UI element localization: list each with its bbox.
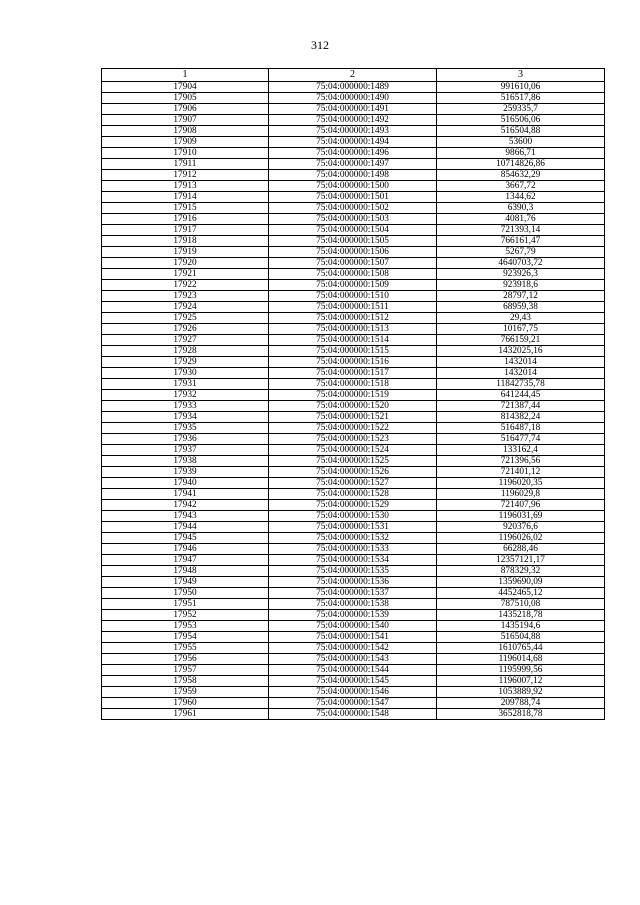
value-cell: 10714826,86 [437, 159, 605, 170]
table-row [102, 346, 605, 357]
table-row [102, 357, 605, 368]
row-number-cell: 17949 [102, 577, 269, 588]
row-number-cell: 17924 [102, 302, 269, 313]
row-number-cell: 17925 [102, 313, 269, 324]
value-cell: 516517,86 [437, 93, 605, 104]
table-row [102, 489, 605, 500]
row-number-cell: 17934 [102, 412, 269, 423]
value-cell: 1195999,56 [437, 665, 605, 676]
value-cell: 516506,06 [437, 115, 605, 126]
row-number-cell: 17950 [102, 588, 269, 599]
cadastral-number-cell: 75:04:000000:1511 [269, 302, 437, 313]
row-number-cell: 17906 [102, 104, 269, 115]
value-cell: 766159,21 [437, 335, 605, 346]
value-cell: 721393,14 [437, 225, 605, 236]
cadastral-number-cell: 75:04:000000:1545 [269, 676, 437, 687]
cadastral-number-cell: 75:04:000000:1543 [269, 654, 437, 665]
cadastral-number-cell: 75:04:000000:1519 [269, 390, 437, 401]
table-row [102, 269, 605, 280]
table-row [102, 214, 605, 225]
table-row [102, 445, 605, 456]
row-number-cell: 17911 [102, 159, 269, 170]
value-cell: 28797,12 [437, 291, 605, 302]
cadastral-number-cell: 75:04:000000:1522 [269, 423, 437, 434]
value-cell: 1610765,44 [437, 643, 605, 654]
row-number-cell: 17951 [102, 599, 269, 610]
row-number-cell: 17914 [102, 192, 269, 203]
row-number-cell: 17953 [102, 621, 269, 632]
value-cell: 133162,4 [437, 445, 605, 456]
row-number-cell: 17917 [102, 225, 269, 236]
cadastral-number-cell: 75:04:000000:1489 [269, 82, 437, 93]
row-number-cell: 17920 [102, 258, 269, 269]
table-row [102, 225, 605, 236]
table-row [102, 368, 605, 379]
value-cell: 1196007,12 [437, 676, 605, 687]
table-row [102, 676, 605, 687]
row-number-cell: 17929 [102, 357, 269, 368]
value-cell: 12357121,17 [437, 555, 605, 566]
cadastral-number-cell: 75:04:000000:1541 [269, 632, 437, 643]
cadastral-number-cell: 75:04:000000:1531 [269, 522, 437, 533]
cadastral-number-cell: 75:04:000000:1508 [269, 269, 437, 280]
row-number-cell: 17944 [102, 522, 269, 533]
cadastral-number-cell: 75:04:000000:1534 [269, 555, 437, 566]
value-cell: 1435194,6 [437, 621, 605, 632]
table-header [102, 69, 605, 82]
cadastral-number-cell: 75:04:000000:1540 [269, 621, 437, 632]
table-row [102, 555, 605, 566]
value-cell: 923926,3 [437, 269, 605, 280]
row-number-cell: 17919 [102, 247, 269, 258]
row-number-cell: 17945 [102, 533, 269, 544]
table-row [102, 456, 605, 467]
row-number-cell: 17912 [102, 170, 269, 181]
cadastral-number-cell: 75:04:000000:1501 [269, 192, 437, 203]
table-row [102, 324, 605, 335]
table-row [102, 236, 605, 247]
value-cell: 814382,24 [437, 412, 605, 423]
cadastral-number-cell: 75:04:000000:1517 [269, 368, 437, 379]
table-row [102, 148, 605, 159]
data-table [101, 68, 605, 720]
header-row [102, 69, 605, 82]
table-row [102, 577, 605, 588]
value-cell: 11842735,78 [437, 379, 605, 390]
table-row [102, 533, 605, 544]
column-header-1: 1 [102, 69, 269, 82]
table-row [102, 654, 605, 665]
cadastral-number-cell: 75:04:000000:1509 [269, 280, 437, 291]
value-cell: 4452465,12 [437, 588, 605, 599]
cadastral-number-cell: 75:04:000000:1539 [269, 610, 437, 621]
table-row [102, 335, 605, 346]
row-number-cell: 17916 [102, 214, 269, 225]
table-row [102, 687, 605, 698]
table-row [102, 610, 605, 621]
table-row [102, 467, 605, 478]
row-number-cell: 17938 [102, 456, 269, 467]
table-row [102, 423, 605, 434]
cadastral-number-cell: 75:04:000000:1503 [269, 214, 437, 225]
page-number: 312 [311, 38, 329, 52]
value-cell: 1196014,68 [437, 654, 605, 665]
row-number-cell: 17905 [102, 93, 269, 104]
cadastral-number-cell: 75:04:000000:1548 [269, 709, 437, 720]
table-row [102, 709, 605, 720]
row-number-cell: 17928 [102, 346, 269, 357]
cadastral-number-cell: 75:04:000000:1490 [269, 93, 437, 104]
table-row [102, 258, 605, 269]
row-number-cell: 17913 [102, 181, 269, 192]
cadastral-number-cell: 75:04:000000:1496 [269, 148, 437, 159]
table-row [102, 566, 605, 577]
table-row [102, 159, 605, 170]
table-row [102, 643, 605, 654]
value-cell: 1432014 [437, 357, 605, 368]
value-cell: 6390,3 [437, 203, 605, 214]
row-number-cell: 17930 [102, 368, 269, 379]
row-number-cell: 17959 [102, 687, 269, 698]
table-row [102, 698, 605, 709]
value-cell: 516487,18 [437, 423, 605, 434]
row-number-cell: 17904 [102, 82, 269, 93]
table-body [102, 82, 605, 720]
cadastral-number-cell: 75:04:000000:1491 [269, 104, 437, 115]
row-number-cell: 17907 [102, 115, 269, 126]
cadastral-number-cell: 75:04:000000:1510 [269, 291, 437, 302]
cadastral-number-cell: 75:04:000000:1520 [269, 401, 437, 412]
table-row [102, 665, 605, 676]
value-cell: 4640703,72 [437, 258, 605, 269]
table-row [102, 247, 605, 258]
row-number-cell: 17908 [102, 126, 269, 137]
cadastral-number-cell: 75:04:000000:1502 [269, 203, 437, 214]
value-cell: 53600 [437, 137, 605, 148]
value-cell: 1432014 [437, 368, 605, 379]
cadastral-number-cell: 75:04:000000:1536 [269, 577, 437, 588]
cadastral-number-cell: 75:04:000000:1521 [269, 412, 437, 423]
table-row [102, 181, 605, 192]
cadastral-number-cell: 75:04:000000:1546 [269, 687, 437, 698]
table-row [102, 478, 605, 489]
table-row [102, 401, 605, 412]
row-number-cell: 17941 [102, 489, 269, 500]
cadastral-number-cell: 75:04:000000:1533 [269, 544, 437, 555]
cadastral-number-cell: 75:04:000000:1526 [269, 467, 437, 478]
value-cell: 1196031,69 [437, 511, 605, 522]
row-number-cell: 17939 [102, 467, 269, 478]
value-cell: 1435218,78 [437, 610, 605, 621]
row-number-cell: 17935 [102, 423, 269, 434]
value-cell: 10167,75 [437, 324, 605, 335]
cadastral-number-cell: 75:04:000000:1523 [269, 434, 437, 445]
cadastral-number-cell: 75:04:000000:1529 [269, 500, 437, 511]
value-cell: 1344,62 [437, 192, 605, 203]
cadastral-number-cell: 75:04:000000:1507 [269, 258, 437, 269]
cadastral-number-cell: 75:04:000000:1513 [269, 324, 437, 335]
value-cell: 9866,71 [437, 148, 605, 159]
cadastral-number-cell: 75:04:000000:1535 [269, 566, 437, 577]
cadastral-number-cell: 75:04:000000:1504 [269, 225, 437, 236]
table-row [102, 544, 605, 555]
cadastral-number-cell: 75:04:000000:1544 [269, 665, 437, 676]
cadastral-number-cell: 75:04:000000:1505 [269, 236, 437, 247]
table-row [102, 379, 605, 390]
cadastral-number-cell: 75:04:000000:1506 [269, 247, 437, 258]
row-number-cell: 17960 [102, 698, 269, 709]
row-number-cell: 17952 [102, 610, 269, 621]
table-row [102, 104, 605, 115]
table-row [102, 313, 605, 324]
row-number-cell: 17937 [102, 445, 269, 456]
value-cell: 3652818,78 [437, 709, 605, 720]
cadastral-number-cell: 75:04:000000:1530 [269, 511, 437, 522]
table-row [102, 412, 605, 423]
column-header-3: 3 [437, 69, 605, 82]
row-number-cell: 17915 [102, 203, 269, 214]
value-cell: 1196026,02 [437, 533, 605, 544]
cadastral-number-cell: 75:04:000000:1516 [269, 357, 437, 368]
row-number-cell: 17948 [102, 566, 269, 577]
row-number-cell: 17943 [102, 511, 269, 522]
column-header-2: 2 [269, 69, 437, 82]
value-cell: 516477,74 [437, 434, 605, 445]
row-number-cell: 17947 [102, 555, 269, 566]
cadastral-number-cell: 75:04:000000:1547 [269, 698, 437, 709]
value-cell: 1359690,09 [437, 577, 605, 588]
value-cell: 516504,88 [437, 126, 605, 137]
row-number-cell: 17946 [102, 544, 269, 555]
value-cell: 923918,6 [437, 280, 605, 291]
cadastral-number-cell: 75:04:000000:1527 [269, 478, 437, 489]
cadastral-number-cell: 75:04:000000:1500 [269, 181, 437, 192]
cadastral-number-cell: 75:04:000000:1518 [269, 379, 437, 390]
value-cell: 209788,74 [437, 698, 605, 709]
table-row [102, 621, 605, 632]
row-number-cell: 17958 [102, 676, 269, 687]
value-cell: 1053889,92 [437, 687, 605, 698]
table-row [102, 93, 605, 104]
value-cell: 787510,08 [437, 599, 605, 610]
cadastral-number-cell: 75:04:000000:1512 [269, 313, 437, 324]
value-cell: 1432025,16 [437, 346, 605, 357]
cadastral-number-cell: 75:04:000000:1493 [269, 126, 437, 137]
table-row [102, 500, 605, 511]
row-number-cell: 17933 [102, 401, 269, 412]
value-cell: 516504,88 [437, 632, 605, 643]
table-row [102, 434, 605, 445]
value-cell: 1196029,8 [437, 489, 605, 500]
cadastral-number-cell: 75:04:000000:1537 [269, 588, 437, 599]
cadastral-number-cell: 75:04:000000:1497 [269, 159, 437, 170]
value-cell: 3667,72 [437, 181, 605, 192]
table-row [102, 632, 605, 643]
cadastral-number-cell: 75:04:000000:1514 [269, 335, 437, 346]
cadastral-number-cell: 75:04:000000:1525 [269, 456, 437, 467]
value-cell: 68959,38 [437, 302, 605, 313]
cadastral-number-cell: 75:04:000000:1528 [269, 489, 437, 500]
table-row [102, 302, 605, 313]
value-cell: 4081,76 [437, 214, 605, 225]
row-number-cell: 17957 [102, 665, 269, 676]
value-cell: 721401,12 [437, 467, 605, 478]
table-row [102, 137, 605, 148]
table-row [102, 511, 605, 522]
table-row [102, 280, 605, 291]
row-number-cell: 17926 [102, 324, 269, 335]
row-number-cell: 17936 [102, 434, 269, 445]
table-row [102, 82, 605, 93]
cadastral-number-cell: 75:04:000000:1538 [269, 599, 437, 610]
value-cell: 1196020,35 [437, 478, 605, 489]
value-cell: 991610,06 [437, 82, 605, 93]
row-number-cell: 17954 [102, 632, 269, 643]
table-row [102, 170, 605, 181]
value-cell: 5267,79 [437, 247, 605, 258]
row-number-cell: 17942 [102, 500, 269, 511]
row-number-cell: 17918 [102, 236, 269, 247]
row-number-cell: 17931 [102, 379, 269, 390]
cadastral-number-cell: 75:04:000000:1498 [269, 170, 437, 181]
value-cell: 259335,7 [437, 104, 605, 115]
row-number-cell: 17909 [102, 137, 269, 148]
cadastral-number-cell: 75:04:000000:1492 [269, 115, 437, 126]
value-cell: 920376,6 [437, 522, 605, 533]
table-row [102, 291, 605, 302]
row-number-cell: 17923 [102, 291, 269, 302]
table-row [102, 115, 605, 126]
value-cell: 721407,96 [437, 500, 605, 511]
table-row [102, 203, 605, 214]
table-row [102, 599, 605, 610]
value-cell: 721387,44 [437, 401, 605, 412]
row-number-cell: 17910 [102, 148, 269, 159]
value-cell: 721396,56 [437, 456, 605, 467]
cadastral-number-cell: 75:04:000000:1494 [269, 137, 437, 148]
row-number-cell: 17956 [102, 654, 269, 665]
cadastral-number-cell: 75:04:000000:1515 [269, 346, 437, 357]
row-number-cell: 17927 [102, 335, 269, 346]
table-row [102, 522, 605, 533]
row-number-cell: 17922 [102, 280, 269, 291]
value-cell: 854632,29 [437, 170, 605, 181]
table-row [102, 390, 605, 401]
table-row [102, 192, 605, 203]
value-cell: 66288,46 [437, 544, 605, 555]
row-number-cell: 17955 [102, 643, 269, 654]
table-row [102, 126, 605, 137]
value-cell: 878329,32 [437, 566, 605, 577]
row-number-cell: 17921 [102, 269, 269, 280]
row-number-cell: 17961 [102, 709, 269, 720]
row-number-cell: 17940 [102, 478, 269, 489]
cadastral-number-cell: 75:04:000000:1524 [269, 445, 437, 456]
table-row [102, 588, 605, 599]
cadastral-number-cell: 75:04:000000:1542 [269, 643, 437, 654]
value-cell: 766161,47 [437, 236, 605, 247]
value-cell: 29,43 [437, 313, 605, 324]
value-cell: 641244,45 [437, 390, 605, 401]
row-number-cell: 17932 [102, 390, 269, 401]
cadastral-number-cell: 75:04:000000:1532 [269, 533, 437, 544]
